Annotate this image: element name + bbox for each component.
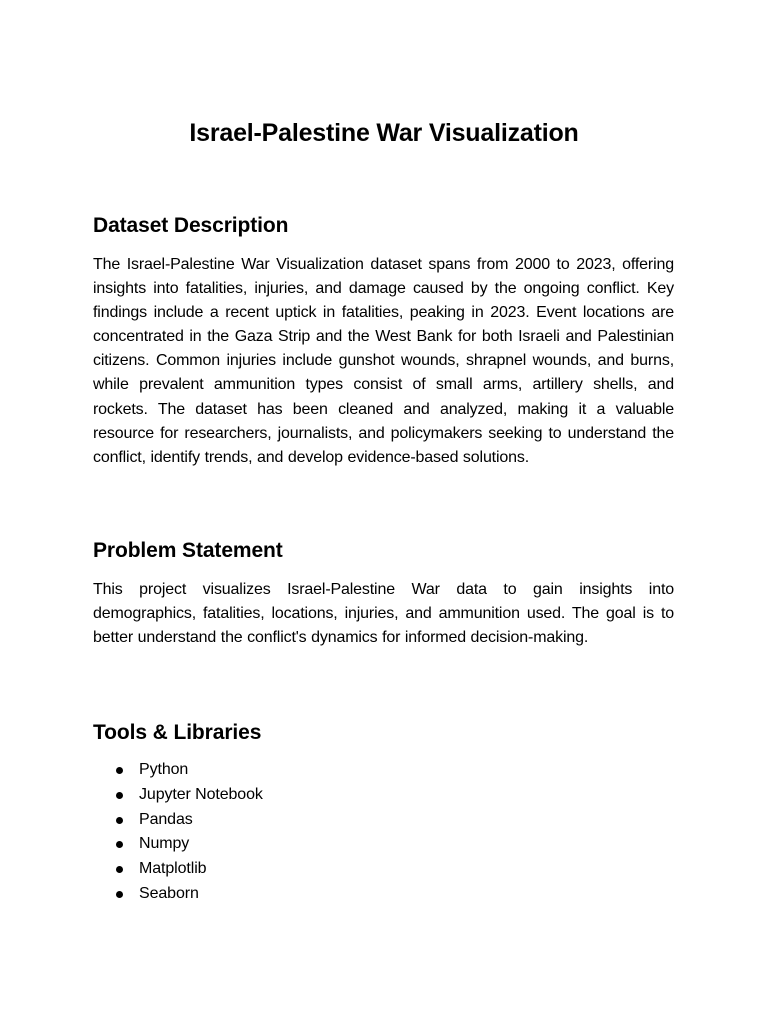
bullet-icon (116, 891, 123, 898)
list-item-label: Pandas (139, 810, 193, 828)
document-title: Israel-Palestine War Visualization (189, 119, 579, 147)
tools-libraries-section (93, 718, 674, 907)
problem-statement-paragraph: This project visualizes Israel-Palestine War data to gain insights into demographics, fatalities, locations, injuries, and ammunition used. The goal is to better understand the conflict's dynamics for informed decision-making. (93, 581, 674, 647)
list-item-label: Python (139, 761, 189, 778)
tools-list (93, 758, 674, 907)
list-item-label: Seaborn (139, 884, 199, 902)
list-item-label: Matplotlib (139, 860, 207, 878)
bullet-icon (116, 841, 123, 848)
tools-libraries-heading: Tools & Libraries (93, 721, 262, 744)
bullet-icon (116, 817, 123, 824)
list-item-label: Numpy (139, 835, 190, 853)
bullet-icon (116, 792, 123, 799)
list-item (93, 783, 674, 808)
list-item (93, 832, 674, 857)
list-item (93, 808, 674, 833)
list-item (93, 882, 674, 907)
bullet-icon (116, 767, 123, 774)
bullet-icon (116, 866, 123, 873)
list-item-label: Jupyter Notebook (139, 785, 263, 803)
problem-statement-section (93, 536, 674, 650)
dataset-description-section (93, 211, 674, 470)
list-item (93, 758, 674, 783)
problem-statement-heading: Problem Statement (93, 539, 283, 562)
list-item (93, 857, 674, 882)
dataset-description-heading: Dataset Description (93, 214, 289, 237)
dataset-description-paragraph: The Israel-Palestine War Visualization dataset spans from 2000 to 2023, offering insights into fatalities, injuries, and damage caused by the ongoing conflict. Key findings include a recent uptick in fatalities, peaking in 2023. Event locations are concentrated in the Gaza Strip and the West Bank for both Israeli and Palestinian citizens. Common injuries include gunshot wounds, shrapnel wounds, and burns, while prevalent ammunition types consist of small arms, artillery shells, and rockets. The dataset has been cleaned and analyzed, making it a valuable resource for researchers, journalists, and policymakers seeking to understand the conflict, identify trends, and develop evidence-based solutions. (93, 256, 674, 466)
